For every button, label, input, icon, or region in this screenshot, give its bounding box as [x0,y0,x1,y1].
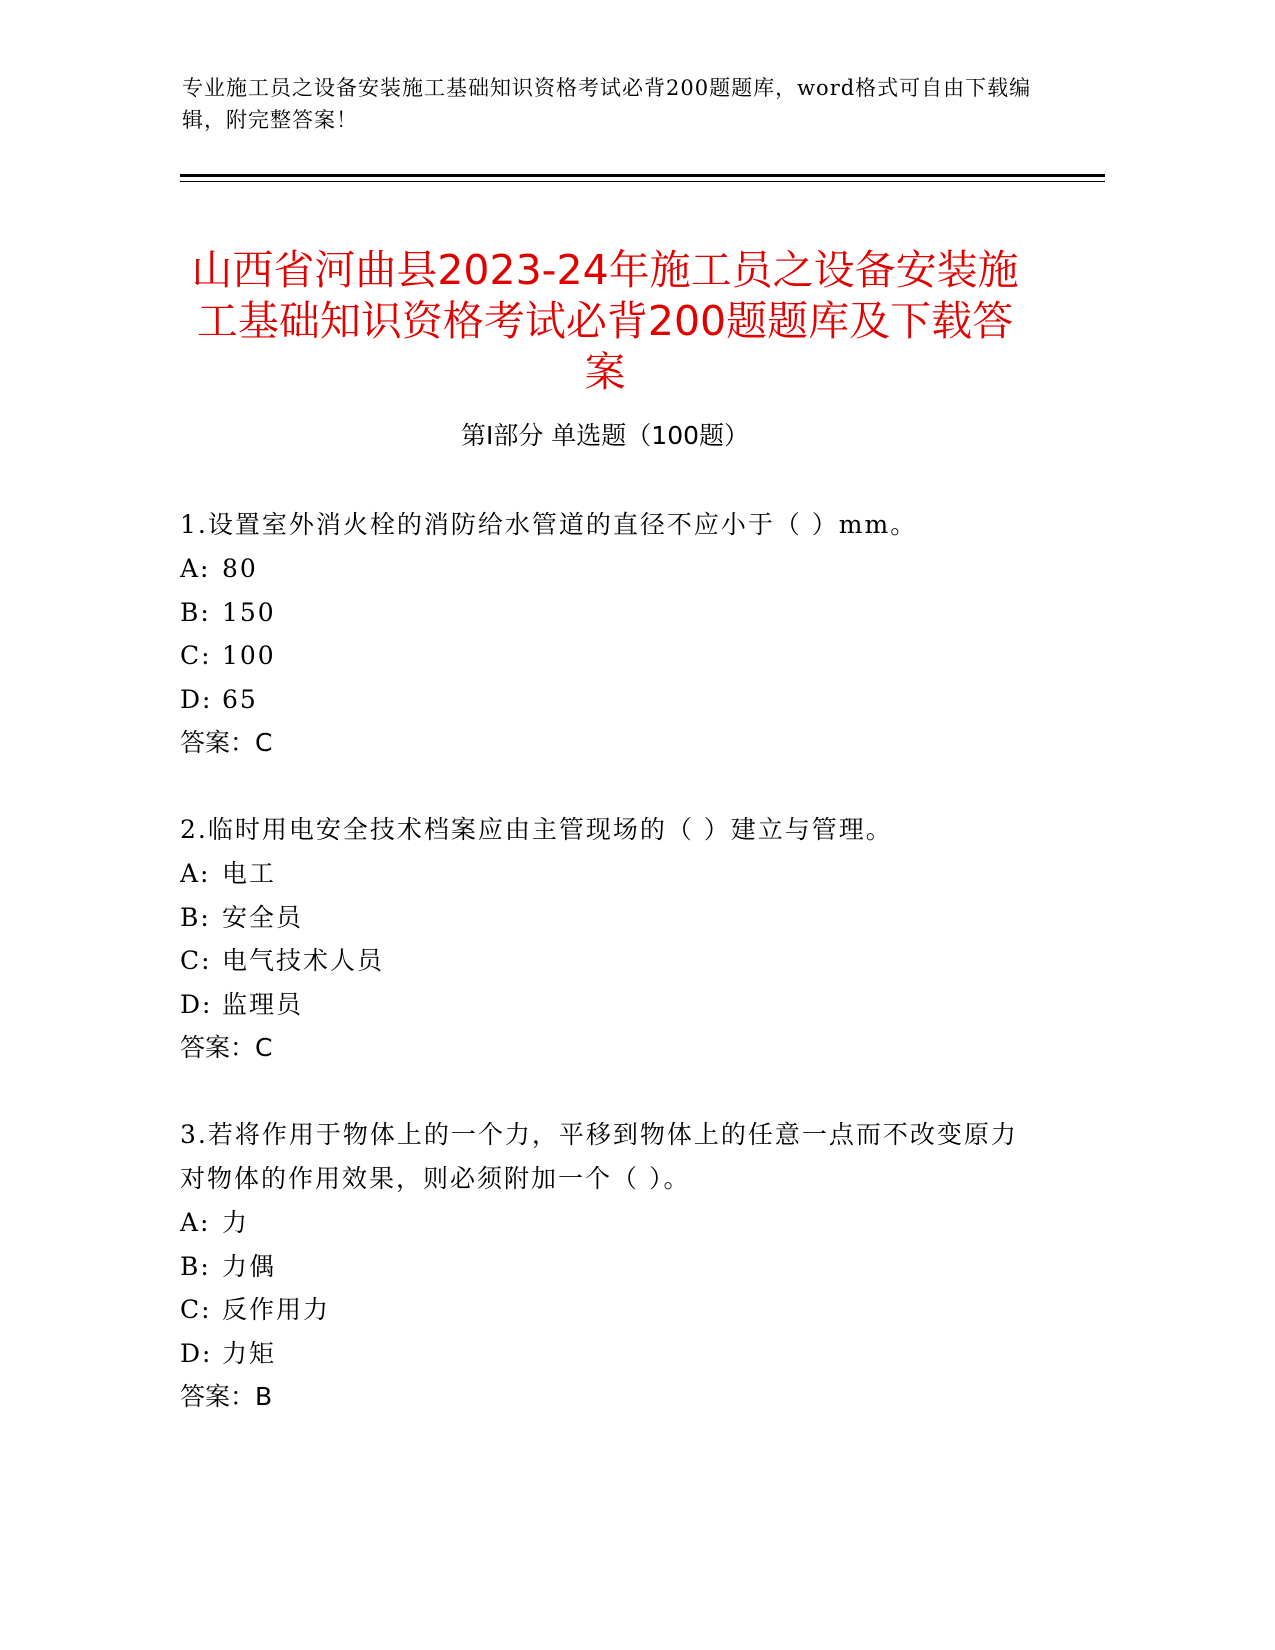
question-list [180,503,1040,1462]
option-text: 电气技术人员 [222,946,385,975]
option-key: C: [180,1295,212,1324]
answer-prefix: 答案： [180,1033,256,1062]
answer-line [180,721,1040,765]
question-item [180,1113,1040,1419]
header-rule-thin [180,181,1105,182]
question-item [180,503,1040,765]
option-key: A: [180,554,211,583]
option-key: B: [180,1251,211,1281]
header-rule-thick [180,174,1105,177]
option-d [180,983,1040,1027]
option-key: C: [180,641,212,670]
option-key: D: [180,989,213,1019]
answer-prefix: 答案： [180,728,256,757]
option-a [180,1201,1040,1245]
option-c [180,634,1040,678]
option-d [180,1332,1040,1376]
option-b [180,591,1040,635]
option-text: 力矩 [222,1338,277,1368]
question-stem: 2.临时用电安全技术档案应由主管现场的（ ）建立与管理。 [180,815,893,844]
header-note: 专业施工员之设备安装施工基础知识资格考试必背200题题库，word格式可自由下载编辑，附完整答案！ [182,76,1032,132]
option-key: A: [180,1208,211,1237]
document-title: 山西省河曲县2023-24年施工员之设备安装施工基础知识资格考试必背200题题库及下载答案 [191,246,1019,397]
option-a [180,547,1040,591]
option-text: 安全员 [222,902,304,932]
option-b [180,1245,1040,1289]
option-text: 65 [222,684,258,714]
option-text: 电工 [222,859,277,888]
option-c [180,1288,1040,1332]
option-c [180,939,1040,983]
answer-value: C [255,1033,273,1062]
option-text: 80 [222,554,258,583]
option-text: 监理员 [222,989,304,1019]
question-stem: 1.设置室外消火栓的消防给水管道的直径不应小于（ ）mm。 [180,510,918,539]
option-text: 力 [222,1208,250,1237]
option-a [180,852,1040,896]
option-text: 150 [222,597,276,627]
option-b [180,896,1040,940]
answer-value: B [255,1382,273,1411]
option-key: C: [180,946,212,975]
answer-line [180,1375,1040,1419]
option-text: 100 [222,641,276,670]
option-text: 力偶 [222,1251,277,1281]
option-text: 反作用力 [222,1295,331,1324]
option-key: D: [180,684,213,714]
option-key: B: [180,597,211,627]
option-key: B: [180,902,211,932]
answer-line [180,1026,1040,1070]
answer-prefix: 答案： [180,1382,256,1411]
section-title: 第Ⅰ部分 单选题（100题） [460,421,750,450]
answer-value: C [255,728,273,757]
question-item [180,808,1040,1070]
option-key: A: [180,859,211,888]
option-d [180,678,1040,722]
option-key: D: [180,1338,213,1368]
question-stem: 3.若将作用于物体上的一个力，平移到物体上的任意一点而不改变原力对物体的作用效果，则必须附加一个（ ）。 [180,1120,1018,1193]
